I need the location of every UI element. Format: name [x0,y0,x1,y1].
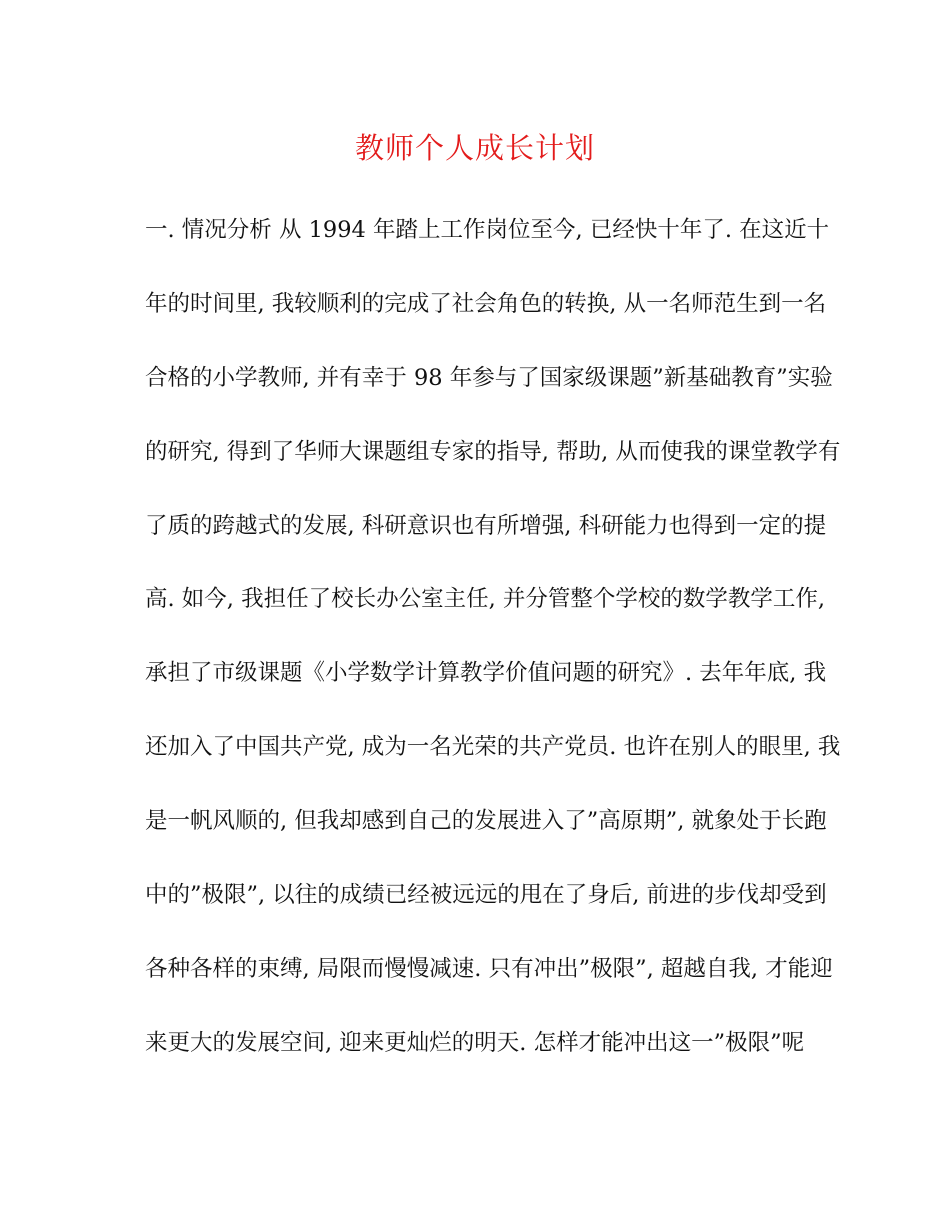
body-line-3: 合格的小学教师, 并有幸于 98 年参与了国家级课题”新基础教育”实验 [145,364,833,391]
body-text [145,210,841,1097]
body-line-12: 来更大的发展空间, 迎来更灿烂的明天. 怎样才能冲出这一”极限”呢 [145,1029,805,1056]
body-line-7: 承担了市级课题《小学数学计算教学价值问题的研究》. 去年年底, 我 [145,660,827,687]
body-line-9: 是一帆风顺的, 但我却感到自己的发展进入了”高原期”, 就象处于长跑 [145,808,827,835]
body-line-2: 年的时间里, 我较顺利的完成了社会角色的转换, 从一名师范生到一名 [145,290,827,317]
body-line-10: 中的”极限”, 以往的成绩已经被远远的甩在了身后, 前进的步伐却受到 [145,882,827,909]
body-line-1: 一. 情况分析 从 1994 年踏上工作岗位至今, 已经快十年了. 在这近十 [145,217,830,243]
body-line-5: 了质的跨越式的发展, 科研意识也有所增强, 科研能力也得到一定的提 [145,512,827,539]
body-line-11: 各种各样的束缚, 局限而慢慢减速. 只有冲出”极限”, 超越自我, 才能迎 [145,955,833,982]
body-line-6: 高. 如今, 我担任了校长办公室主任, 并分管整个学校的数学教学工作, [145,586,826,613]
body-line-8: 还加入了中国共产党, 成为一名光荣的共产党员. 也许在别人的眼里, 我 [145,734,841,761]
document-title: 教师个人成长计划 [354,131,595,165]
body-line-4: 的研究, 得到了华师大课题组专家的指导, 帮助, 从而使我的课堂教学有 [145,438,841,465]
